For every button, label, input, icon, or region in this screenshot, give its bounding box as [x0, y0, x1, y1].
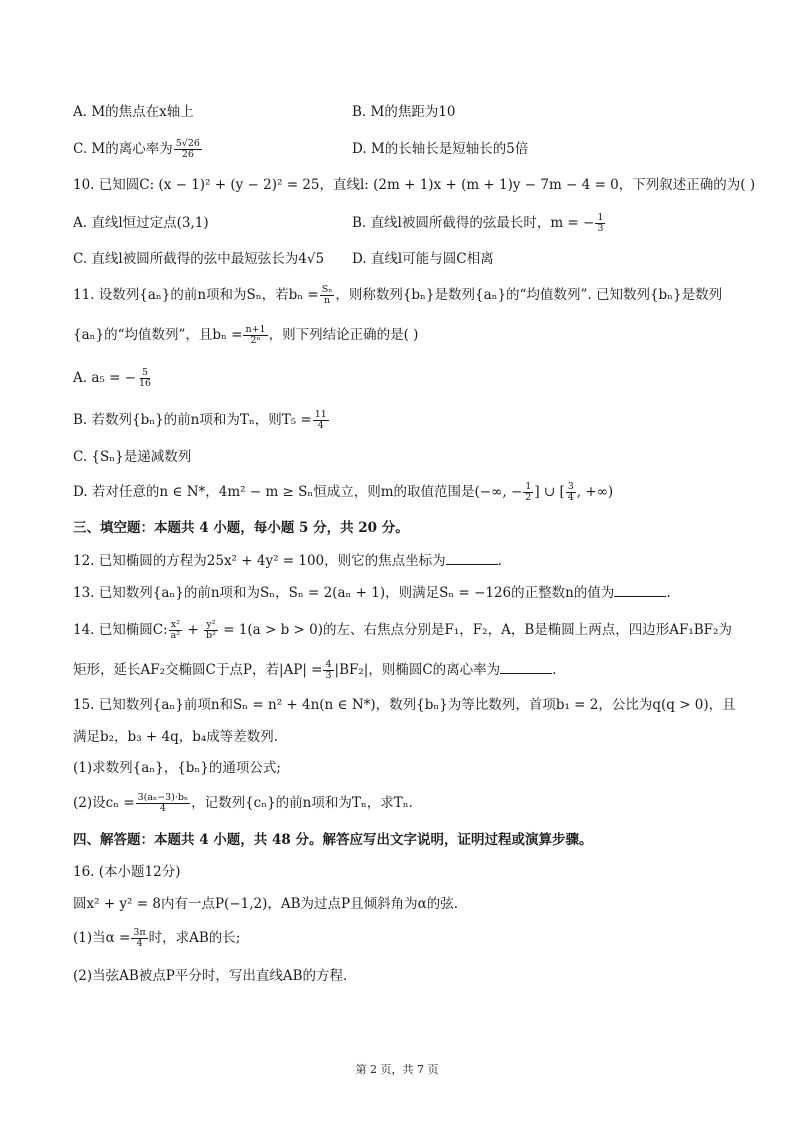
q10-option-a: A. 直线l恒过定点(3,1) [73, 215, 209, 231]
answer-blank [446, 552, 498, 565]
q10-stem: 10. 已知圆C: (x − 1)² + (y − 2)² = 25，直线l: (2m + 1)x + (m + 1)y − 7m − 4 = 0，下列叙述正确的为( ) [73, 177, 756, 193]
section-3-heading: 三、填空题：本题共 4 小题，每小题 5 分，共 20 分。 [73, 520, 409, 536]
answer-blank [614, 584, 666, 597]
fraction: $\frac{4}{3}$ [325, 659, 332, 681]
q11-option-c: C. {Sₙ}是递减数列 [73, 449, 192, 465]
fraction: $\frac{5√26}{26}$ [175, 138, 200, 160]
q15-line1: 15. 已知数列{aₙ}前项n和Sₙ = n² + 4n(n ∈ N*)，数列{bₙ}为等比数列，首项b₁ = 2，公比为q(q > 0)，且 [73, 697, 736, 713]
fraction: $\frac{\text{y²}}{\text{b²}}$ [206, 619, 216, 641]
q11-option-b: B. 若数列{bₙ}的前n项和为Tₙ，则T₅ = $\frac{11}{4}$ [73, 409, 327, 431]
fraction: $\frac{\text{Sₙ}}{n}$ [321, 284, 333, 306]
q15-part2: (2)设cₙ = $\frac{\text{3(aₙ−3)·bₙ}}{4}$ ，记数列{cₙ}的前n项和为Tₙ，求Tₙ. [73, 792, 413, 814]
q10-option-c: C. 直线l被圆所截得的弦中最短弦长为4√5 [73, 251, 325, 267]
fraction: $\frac{\text{x²}}{\text{a²}}$ [170, 619, 181, 641]
q11-stem-line2: {aₙ}的“均值数列”，且bₙ = $\frac{n+1}{\text{2ⁿ}}$ ，则下列结论正确的是( ) [73, 324, 419, 346]
q14-line2: 矩形，延长AF₂交椭圆C于点P，若|AP| = $\frac{4}{3}$ |BF₂|，则椭圆C的离心率为 . [73, 659, 557, 681]
q11-option-a: A. a₅ = − $\frac{5}{16}$ [73, 367, 152, 389]
q16-head: 16. (本小题12分) [73, 864, 181, 880]
fraction: $\frac{1}{3}$ [597, 212, 604, 234]
page-footer: 第 2 页，共 7 页 [355, 1063, 439, 1076]
q16-stem: 圆x² + y² = 8内有一点P(−1,2)，AB为过点P且倾斜角为α的弦. [73, 896, 458, 912]
q9-option-b: B. M的焦距为10 [352, 104, 456, 120]
q11-stem-line1: 11. 设数列{aₙ}的前n项和为Sₙ，若bₙ = $\frac{\text{Sₙ}}{n}$ ，则称数列{bₙ}是数列{aₙ}的“均值数列”. 已知数列{bₙ}是数列 [73, 284, 723, 306]
q11-option-d: D. 若对任意的n ∈ N*，4m² − m ≥ Sₙ恒成立，则m的取值范围是(−∞, − $\frac{1}{2}$ ] ∪ [ $\frac{3}{4}$ , +∞) [73, 481, 614, 503]
section-4-heading: 四、解答题：本题共 4 小题，共 48 分。解答应写出文字说明，证明过程或演算步骤。 [73, 832, 593, 848]
answer-blank [500, 661, 552, 674]
q15-part1: (1)求数列{aₙ}，{bₙ}的通项公式; [73, 760, 281, 776]
fraction: $\frac{3}{4}$ [567, 481, 574, 503]
q13: 13. 已知数列{aₙ}的前n项和为Sₙ，Sₙ = 2(aₙ + 1)，则满足Sₙ = −126的正整数n的值为 . [73, 585, 671, 601]
q12: 12. 已知椭圆的方程为25x² + 4y² = 100，则它的焦点坐标为 . [73, 553, 502, 569]
q16-part2: (2)当弦AB被点P平分时，写出直线AB的方程. [73, 968, 348, 984]
fraction: $\frac{3\pi}{4}$ [133, 927, 146, 949]
q14-line1: 14. 已知椭圆C: $\frac{\text{x²}}{\text{a²}}$ + $\frac{\text{y²}}{\text{b²}}$ = 1(a > b > 0)的左、右焦点分别是F₁，F₂，A，B是椭圆上两点，四边形AF₁BF₂为 [73, 619, 732, 641]
q9-option-c: C. M的离心率为 $\frac{5√26}{26}$ [73, 138, 200, 160]
q10-option-b: B. 直线l被圆所截得的弦最长时，m = − $\frac{1}{3}$ [352, 212, 604, 234]
fraction: $\frac{\text{3(aₙ−3)·bₙ}}{4}$ [137, 792, 189, 814]
fraction: $\frac{5}{16}$ [139, 367, 152, 389]
q16-part1: (1)当α = $\frac{3\pi}{4}$ 时，求AB的长; [73, 927, 241, 949]
fraction: $\frac{n+1}{\text{2ⁿ}}$ [245, 324, 266, 346]
q9-option-d: D. M的长轴长是短轴长的5倍 [352, 141, 529, 157]
q15-line2: 满足b₂，b₃ + 4q，b₄成等差数列. [73, 729, 279, 745]
q9-option-a: A. M的焦点在x轴上 [73, 104, 194, 120]
fraction: $\frac{11}{4}$ [314, 409, 327, 431]
q10-option-d: D. 直线l可能与圆C相离 [352, 251, 494, 267]
fraction: $\frac{1}{2}$ [525, 481, 532, 503]
